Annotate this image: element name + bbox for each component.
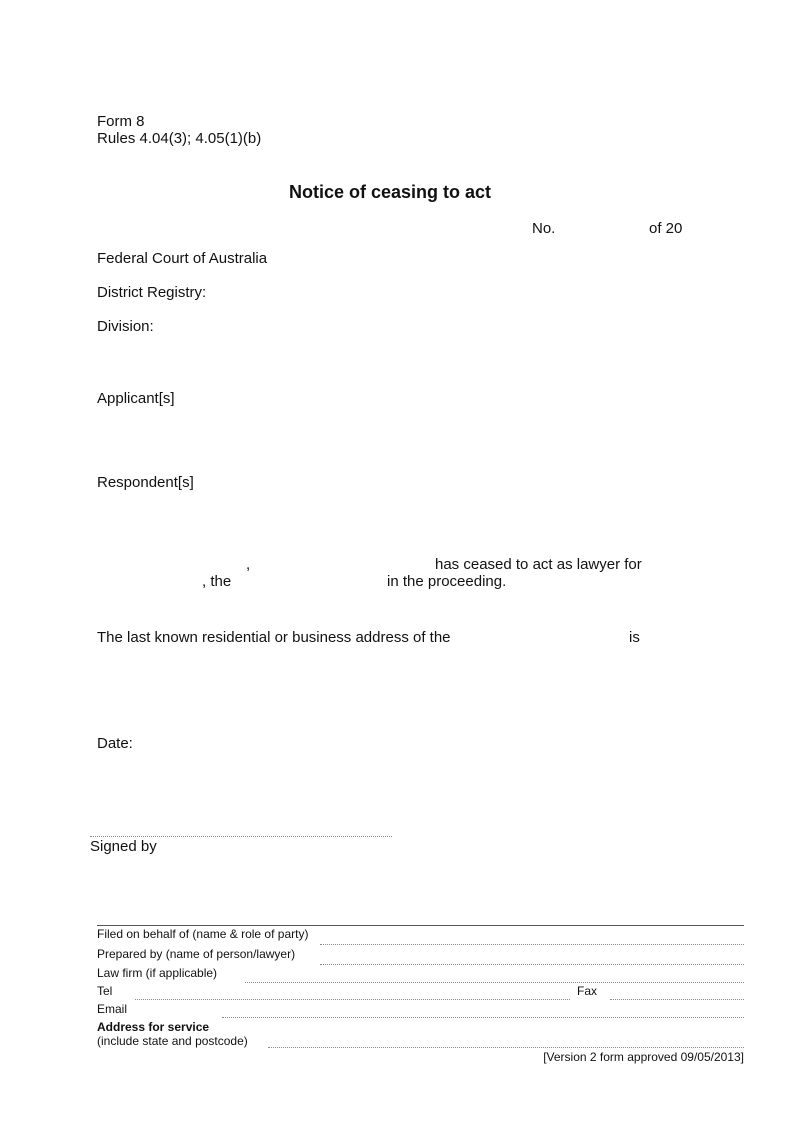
ceased-to-act-text: has ceased to act as lawyer for (435, 556, 642, 573)
court-name: Federal Court of Australia (97, 250, 268, 267)
signed-by-label: Signed by (90, 838, 157, 855)
party-role-text: , the (202, 573, 232, 590)
fax-field[interactable] (610, 999, 744, 1000)
rules-reference: Rules 4.04(3); 4.05(1)(b) (97, 130, 262, 147)
file-number-label: No. (532, 220, 556, 237)
fax-label: Fax (577, 984, 598, 998)
date-label: Date: (97, 735, 133, 752)
respondent-label: Respondent[s] (97, 474, 194, 491)
form-version: [Version 2 form approved 09/05/2013] (543, 1050, 744, 1064)
prepared-by-field[interactable] (320, 964, 744, 965)
signature-line (90, 836, 392, 837)
file-year-label: of 20 (649, 220, 683, 237)
district-registry-label: District Registry: (97, 284, 207, 301)
email-field[interactable] (222, 1017, 744, 1018)
footer-divider (97, 925, 744, 926)
prepared-by-label: Prepared by (name of person/lawyer) (97, 947, 296, 961)
address-for-service-label: Address for service (97, 1020, 210, 1034)
page-title: Notice of ceasing to act (288, 182, 492, 202)
division-label: Division: (97, 318, 154, 335)
tel-label: Tel (97, 984, 113, 998)
form-number: Form 8 (97, 113, 145, 130)
email-label: Email (97, 1002, 128, 1016)
address-is-text: is (629, 629, 640, 646)
filed-on-behalf-field[interactable] (320, 944, 744, 945)
address-note: (include state and postcode) (97, 1034, 248, 1048)
law-firm-field[interactable] (245, 982, 744, 983)
applicant-label: Applicant[s] (97, 390, 175, 407)
law-firm-label: Law firm (if applicable) (97, 966, 218, 980)
tel-field[interactable] (135, 999, 570, 1000)
statement-comma: , (246, 556, 251, 573)
address-for-service-field[interactable] (268, 1047, 744, 1048)
in-proceeding-text: in the proceeding. (387, 573, 507, 590)
filed-on-behalf-label: Filed on behalf of (name & role of party) (97, 927, 309, 941)
last-known-address-text: The last known residential or business address of the (97, 629, 451, 646)
